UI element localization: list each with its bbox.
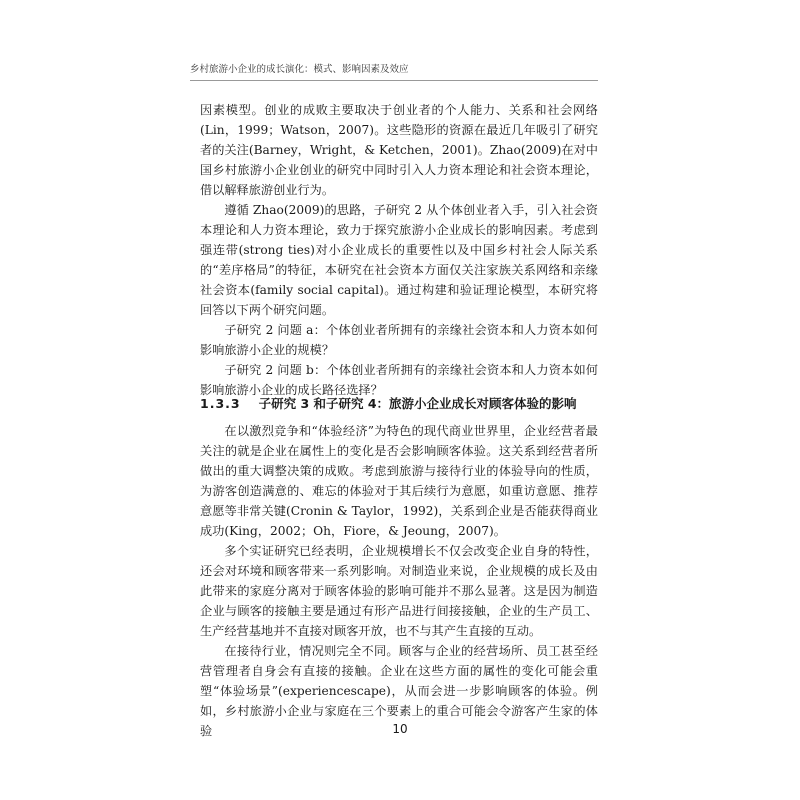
paragraph: 在接待行业，情况则完全不同。顾客与企业的经营场所、员工甚至经营管理者自身会有直接的接触。企业在这些方面的属性的变化可能会重塑“体验场景”(experiencescape)，从而会进一步影响顾客的体验。例如，乡村旅游小企业与家庭在三个要素上的重合可能会令游客产生家的体验	[200, 644, 598, 738]
paragraph: 多个实证研究已经表明，企业规模增长不仅会改变企业自身的特性，还会对环境和顾客带来一系列影响。对制造业来说，企业规模的成长及由此带来的家庭分离对于顾客体验的影响可能并不那么显著。这是因为制造企业与顾客的接触主要是通过有形产品进行间接接触，企业的生产员工、生产经营基地并不直接对顾客开放，也不与其产生直接的互动。	[200, 544, 598, 638]
header-rule	[190, 80, 598, 81]
running-header: 乡村旅游小企业的成长演化：模式、影响因素及效应	[190, 64, 409, 75]
research-question-a: 子研究 2 问题 a：个体创业者所拥有的亲缘社会资本和人力资本如何影响旅游小企业的规模？	[200, 323, 598, 357]
section-heading	[200, 394, 598, 414]
body-text-block-1	[200, 100, 598, 400]
paragraph: 在以激烈竞争和“体验经济”为特色的现代商业世界里，企业经营者最关注的就是企业在属性上的变化是否会影响顾客体验。这关系到经营者所做出的重大调整决策的成败。考虑到旅游与接待行业的体验导向的性质，为游客创造满意的、难忘的体验对于其后续行为意愿，如重访意愿、推荐意愿等非常关键(Cronin & Taylor，1992)，关系到企业是否能获得商业成功(King，2002；Oh，Fiore，& Jeoung，2007)。	[200, 424, 598, 538]
page-number: 10	[392, 722, 408, 736]
section-title: 子研究 3 和子研究 4：旅游小企业成长对顾客体验的影响	[258, 396, 577, 411]
section-number: 1.3.3	[200, 396, 241, 411]
research-question-b: 子研究 2 问题 b：个体创业者所拥有的亲缘社会资本和人力资本如何影响旅游小企业的成长路径选择？	[200, 363, 598, 397]
body-text-block-2	[200, 421, 598, 741]
paragraph: 因素模型。创业的成败主要取决于创业者的个人能力、关系和社会网络(Lin，1999；Watson，2007)。这些隐形的资源在最近几年吸引了研究者的关注(Barney，Wright，& Ketchen，2001)。Zhao(2009)在对中国乡村旅游小企业创业的研究中同时引入人力资本理论和社会资本理论，借以解释旅游创业行为。	[200, 103, 598, 197]
paragraph: 遵循 Zhao(2009)的思路，子研究 2 从个体创业者入手，引入社会资本理论和人力资本理论，致力于探究旅游小企业成长的影响因素。考虑到强连带(strong ties)对小企业成长的重要性以及中国乡村社会人际关系的“差序格局”的特征，本研究在社会资本方面仅关注家族关系网络和亲缘社会资本(family social capital)。通过构建和验证理论模型，本研究将回答以下两个研究问题。	[200, 203, 598, 317]
